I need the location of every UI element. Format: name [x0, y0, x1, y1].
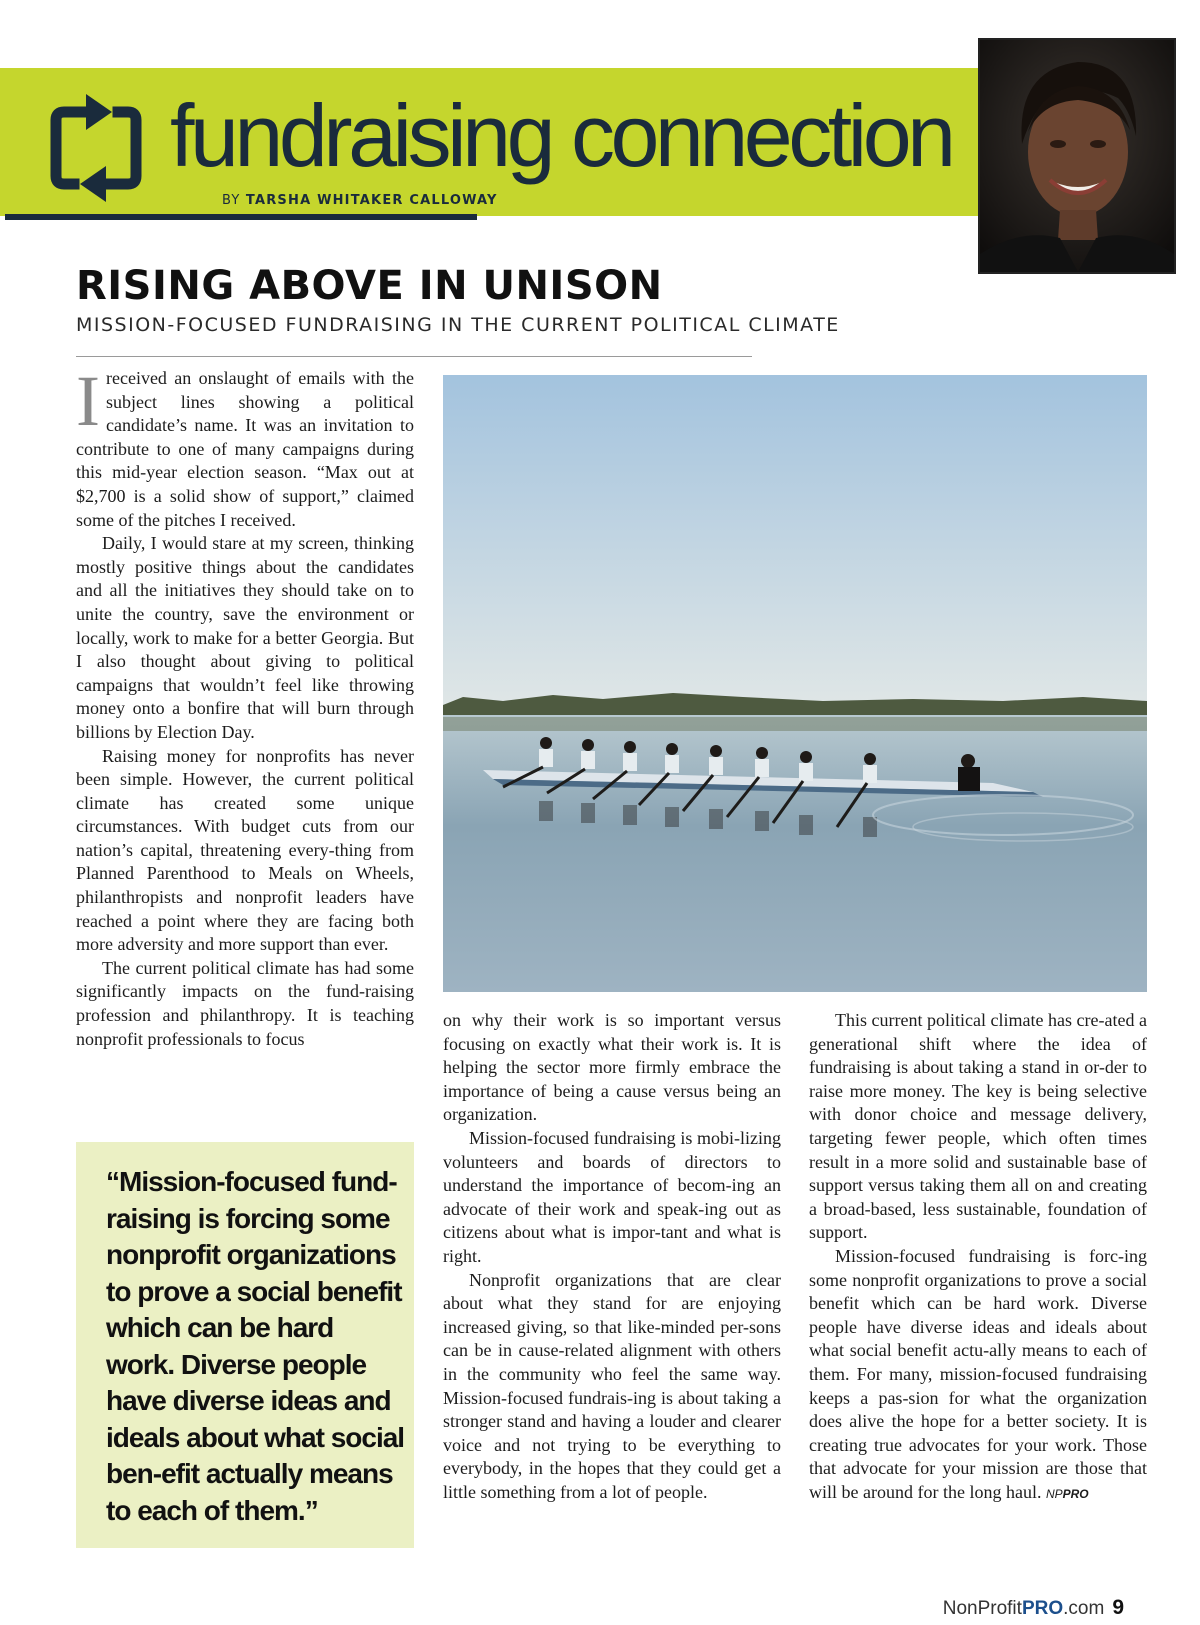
paragraph	[809, 1245, 1147, 1507]
paragraph-text: received an onslaught of emails with the subject lines showing a political candidate’s name. It was an invitation to contribute to one of many campaigns during this mid-year election season. “Max out at $2,700 is a solid show of support,” claimed some of the pitches I received.	[76, 368, 414, 530]
end-mark-suffix: PRO	[1062, 1486, 1089, 1501]
end-mark-prefix: NP	[1045, 1486, 1063, 1501]
pull-quote-text: “Mission-focused fund-raising is forcing some nonprofit organizations to prove a social benefit which can be hard work. Diverse people have diverse ideas and ideals about what social ben-efit actually means to each of them.”	[106, 1166, 405, 1526]
footer-site-link[interactable]	[943, 1596, 1124, 1620]
author-name: TARSHA WHITAKER CALLOWAY	[245, 193, 498, 208]
paragraph: Daily, I would stare at my screen, thinking mostly positive things about the candidates and all the initiatives they should take on to unite the country, save the environment or locally, work to make for a better Georgia. But I also thought about giving to political campaigns that wouldn’t feel like throwing money onto a bonfire that will burn through billions by Election Day.	[76, 533, 414, 742]
footer-site-prefix: NonProfit	[942, 1598, 1022, 1619]
footer-site-suffix: .com	[1063, 1598, 1105, 1619]
paragraph: on why their work is so important versus focusing on exactly what their work is. It is helping the sector more firmly embrace the importance of being a cause versus being an organization.	[443, 1010, 781, 1125]
end-mark	[1046, 1487, 1089, 1501]
article-column-3	[809, 1009, 1147, 1506]
article-column-2	[443, 1009, 781, 1504]
subhead: MISSION-FOCUSED FUNDRAISING IN THE CURRENT POLITICAL CLIMATE	[76, 314, 840, 336]
refresh-arrows-icon	[50, 90, 142, 206]
pull-quote	[76, 1142, 414, 1548]
header-rule	[5, 214, 477, 220]
paragraph: The current political climate has had some significantly impacts on the fund-raising profession and philanthropy. It is teaching nonprofit professionals to focus	[76, 957, 414, 1049]
rowing-team-photo	[443, 375, 1147, 992]
byline-prefix: BY	[222, 193, 241, 208]
paragraph: Mission-focused fundraising is mobi-lizing volunteers and boards of directors to understand the importance of becom-ing an advocate of their work and speak-ing out as citizens about what is impor-tant and what is right.	[443, 1127, 781, 1266]
article-column-1	[76, 361, 414, 1051]
paragraph: Nonprofit organizations that are clear about what they stand for are enjoying increased giving, so that like-minded per-sons can be in cause-related alignment with others in the community who feel the same way. Mission-focused fundrais-ing is about taking a stronger stand and having a louder and clearer voice and not trying to be everything to everybody, in the hopes that they could get a little something from a lot of people.	[443, 1269, 781, 1502]
footer-site-brand: PRO	[1021, 1598, 1064, 1619]
headline: RISING ABOVE IN UNISON	[76, 263, 663, 309]
page-number: 9	[1112, 1596, 1124, 1619]
drop-cap: I	[76, 361, 100, 441]
author-headshot	[978, 38, 1176, 274]
paragraph	[76, 361, 414, 532]
paragraph: Raising money for nonprofits has never been simple. However, the current political climate has created some unique circumstances. With budget cuts from our nation’s capital, threatening every-thing from Planned Parenthood to Meals on Wheels, philanthropists and nonprofit leaders have reached a point where they are facing both more adversity and more support than ever.	[76, 745, 414, 955]
paragraph-text: Mission-focused fundraising is forc-ing some nonprofit organizations to prove a social benefit which can be hard work. Diverse people have diverse ideas and ideals about what social benefit actu-ally means to each of them. For many, mission-focused fundraising keeps a pas-sion for what the organization does alive the hope for a better society. It is creating true advocates for your work. Those that advocate for your mission are those that will be around for the long haul.	[809, 1245, 1147, 1502]
paragraph: This current political climate has cre-ated a generational shift where the idea of fundraising is about taking a stand in or-der to raise more money. The key is being selective with donor choice and message delivery, targeting fewer people, which often times result in a more solid and sustainable base of support versus taking them all on and creating a broad-based, less sustainable, foundation of support.	[809, 1010, 1147, 1243]
column-title: fundraising connection	[170, 86, 952, 185]
headline-rule	[76, 356, 752, 357]
byline	[222, 193, 498, 208]
